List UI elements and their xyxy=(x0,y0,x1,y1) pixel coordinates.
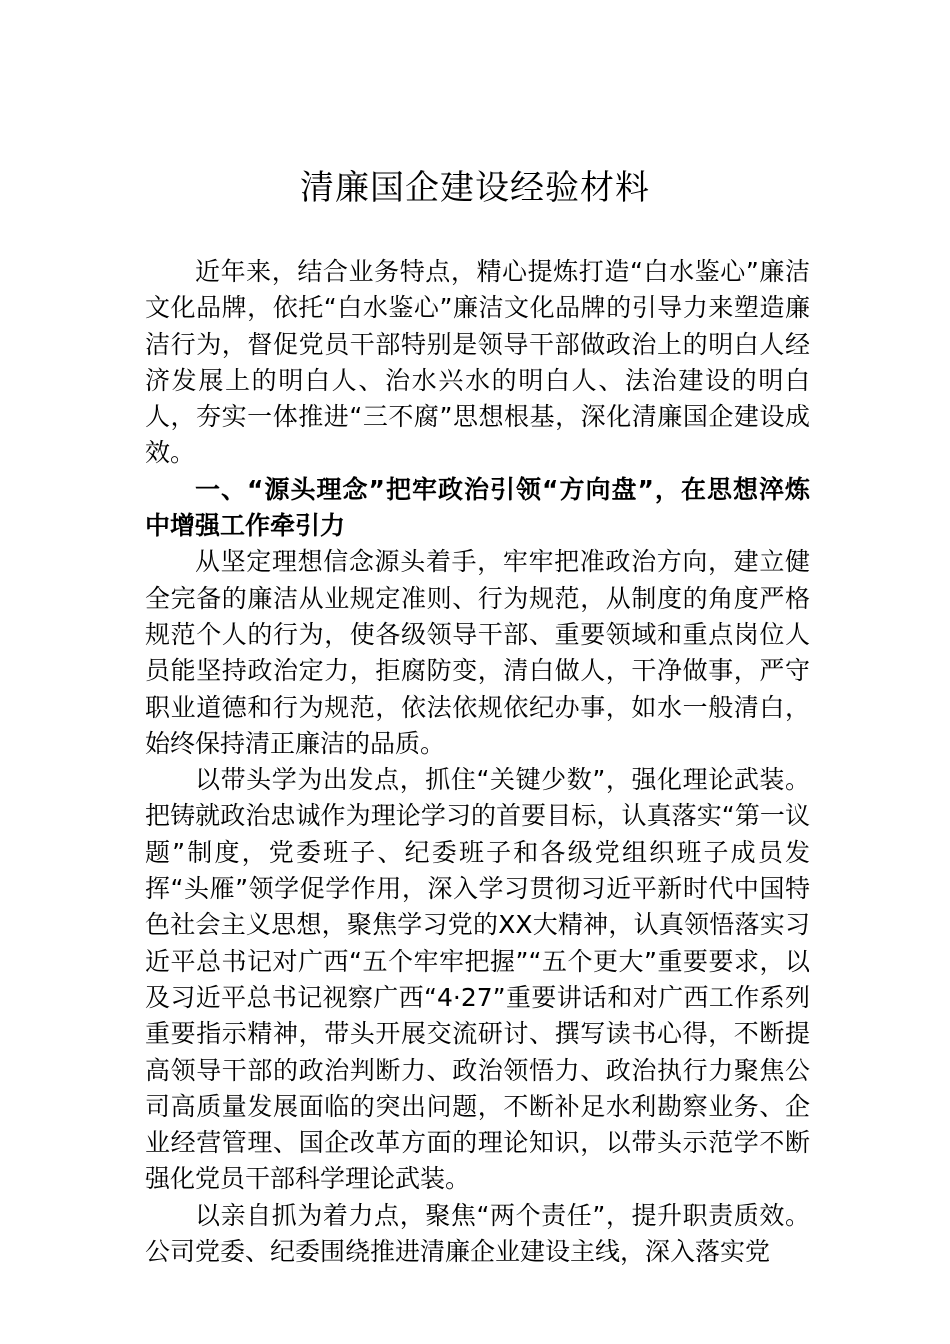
paragraph-source-concept: 从坚定理想信念源头着手，牢牢把准政治方向，建立健全完备的廉洁从业规定准则、行为规范，从制度的角度严格规范个人的行为，使各级领导干部、重要领域和重点岗位人员能坚持政治定力，拒腐防变，清白做人，干净做事，严守职业道德和行为规范，依法依规依纪办事，如水一般清白，始终保持清正廉洁的品质。 xyxy=(145,547,810,758)
paragraph-intro: 近年来，结合业务特点，精心提炼打造“白水鉴心”廉洁文化品牌，依托“白水鉴心”廉洁文化品牌的引导力来塑造廉洁行为，督促党员干部特别是领导干部做政治上的明白人经济发展上的明白人、治水兴水的明白人、法治建设的明白人，夯实一体推进“三不腐”思想根基，深化清廉国企建设成效。 xyxy=(145,257,810,468)
section-heading-1: 一、“源头理念”把牢政治引领“方向盘”，在思想淬炼中增强工作牵引力 xyxy=(145,474,810,541)
document-body xyxy=(145,254,810,1270)
paragraph-personal-lead: 以亲自抓为着力点，聚焦“两个责任”，提升职责质效。公司党委、纪委围绕推进清廉企业建设主线，深入落实党 xyxy=(145,1200,810,1267)
paragraph-lead-study: 以带头学为出发点，抓住“关键少数”，强化理论武装。把铸就政治忠诚作为理论学习的首要目标，认真落实“第一议题”制度，党委班子、纪委班子和各级党组织班子成员发挥“头雁”领学促学作用，深入学习贯彻习近平新时代中国特色社会主义思想，聚焦学习党的XX大精神，认真领悟落实习近平总书记对广西“五个牢牢把握”“五个更大”重要要求，以及习近平总书记视察广西“4·27”重要讲话和对广西工作系列重要指示精神，带头开展交流研讨、撰写读书心得，不断提高领导干部的政治判断力、政治领悟力、政治执行力聚焦公司高质量发展面临的突出问题，不断补足水利勘察业务、企业经营管理、国企改革方面的理论知识，以带头示范学不断强化党员干部科学理论武装。 xyxy=(145,765,810,1194)
document-title: 清廉国企建设经验材料 xyxy=(300,168,650,208)
